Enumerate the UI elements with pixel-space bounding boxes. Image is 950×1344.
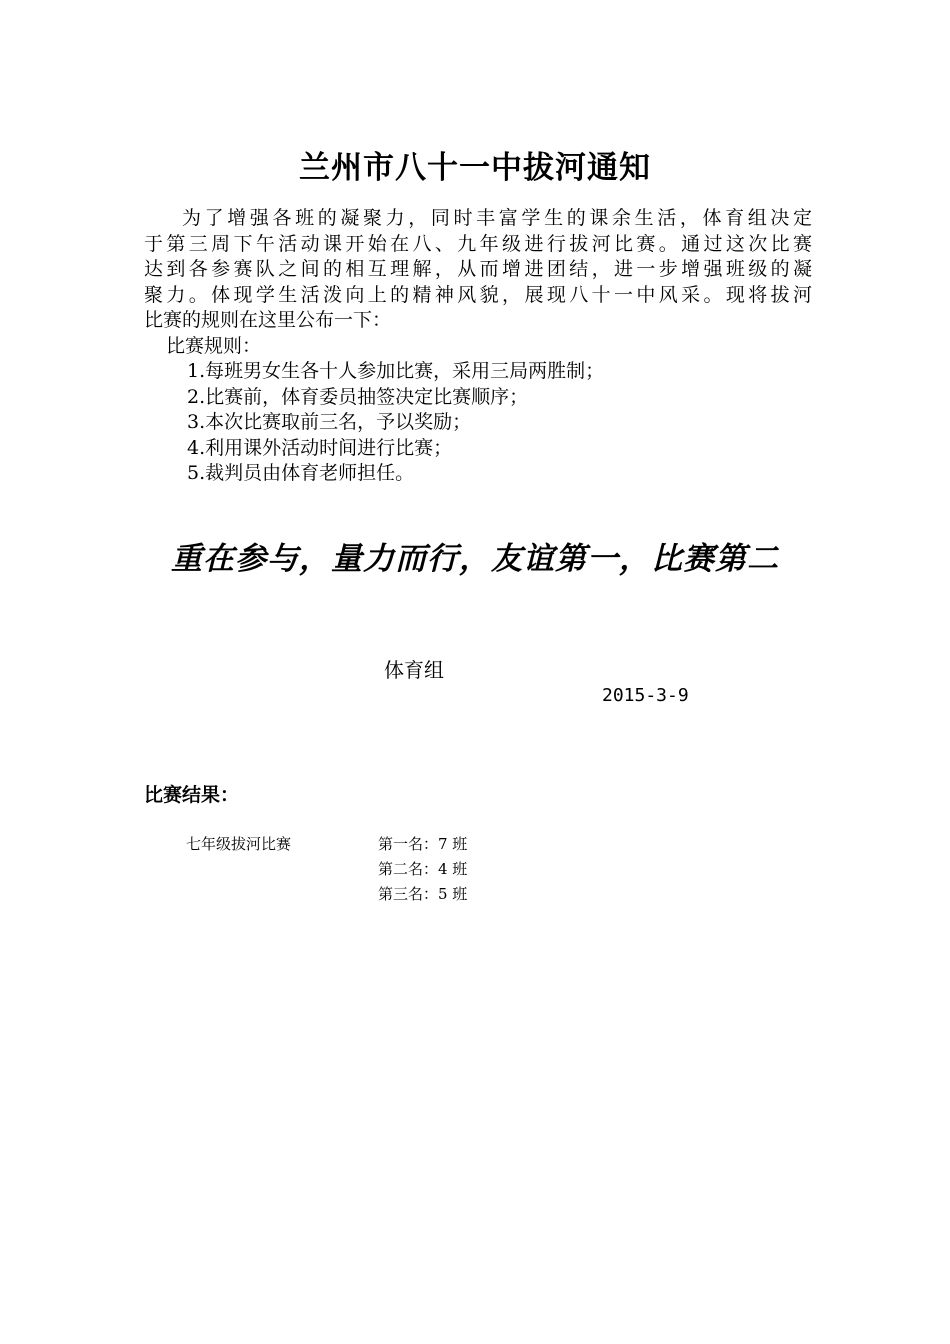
rank-item: 第二名：4 班 xyxy=(378,860,468,878)
rule-item: 4.利用课外活动时间进行比赛； xyxy=(187,436,453,459)
intro-line: 聚力。体现学生活泼向上的精神风貌，展现八十一中风采。现将拔河 xyxy=(144,283,812,306)
intro-line: 于第三周下午活动课开始在八、九年级进行拔河比赛。通过这次比赛 xyxy=(144,232,812,255)
intro-line: 比赛的规则在这里公布一下： xyxy=(144,309,392,332)
signature-date: 2015-3-9 xyxy=(602,685,689,706)
rule-item: 3.本次比赛取前三名，予以奖励； xyxy=(187,411,472,434)
signature-department: 体育组 xyxy=(384,658,444,682)
intro-line: 为了增强各班的凝聚力，同时丰富学生的课余生活，体育组决定 xyxy=(182,207,812,229)
rules-heading: 比赛规则： xyxy=(166,335,262,357)
rank-item: 第三名：5 班 xyxy=(378,885,468,903)
notice-title: 兰州市八十一中拔河通知 xyxy=(299,150,651,186)
results-grade: 七年级拔河比赛 xyxy=(186,835,292,853)
rule-item: 5.裁判员由体育老师担任。 xyxy=(187,462,415,485)
results-heading: 比赛结果： xyxy=(144,784,240,806)
slogan: 重在参与，量力而行，友谊第一，比赛第二 xyxy=(171,541,779,577)
results-ranks xyxy=(378,832,467,907)
rule-item: 1.每班男女生各十人参加比赛，采用三局两胜制； xyxy=(187,360,605,382)
intro-line: 达到各参赛队之间的相互理解，从而增进团结，进一步增强班级的凝 xyxy=(144,258,812,281)
rank-item: 第一名：7 班 xyxy=(378,835,468,853)
intro-paragraph xyxy=(144,206,812,334)
rules-list xyxy=(187,359,604,487)
rule-item: 2.比赛前，体育委员抽签决定比赛顺序； xyxy=(187,385,529,408)
